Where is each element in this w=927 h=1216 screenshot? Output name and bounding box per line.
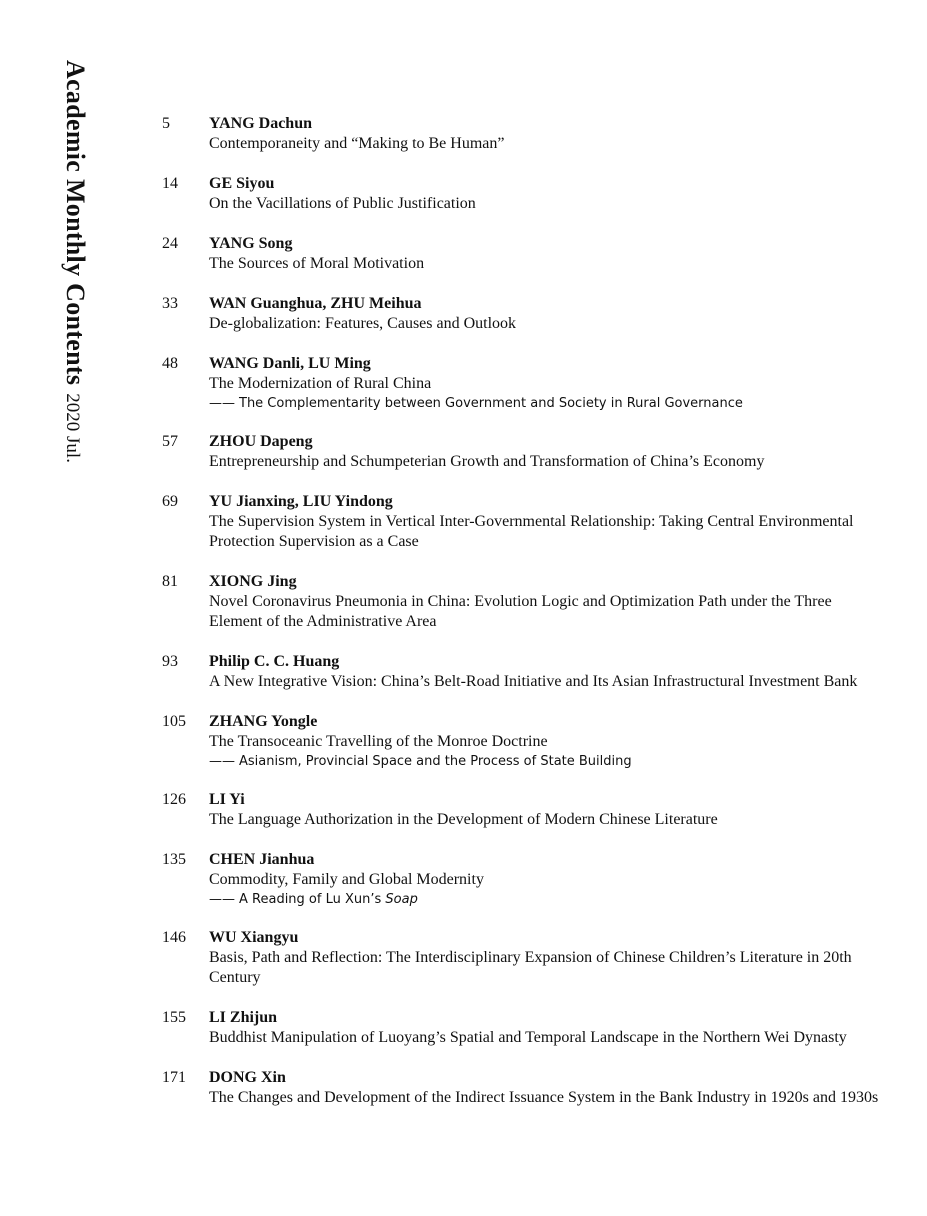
entry-body	[209, 712, 882, 770]
entry-body	[209, 790, 882, 830]
article-title: A New Integrative Vision: China’s Belt-Road Initiative and Its Asian Infrastructural Investment Bank	[209, 673, 858, 690]
page-number: 146	[162, 929, 186, 946]
toc-entry[interactable]	[162, 294, 882, 334]
article-subtitle	[209, 753, 882, 770]
author-name: YANG Dachun	[209, 115, 312, 132]
subtitle-text: The Complementarity between Government and Society in Rural Governance	[239, 396, 743, 411]
article-title: Commodity, Family and Global Modernity	[209, 871, 484, 888]
author-name: YANG Song	[209, 235, 293, 252]
subtitle-dash: ——	[209, 892, 235, 907]
subtitle-text: Asianism, Provincial Space and the Process of State Building	[239, 754, 632, 769]
article-title: Contemporaneity and “Making to Be Human”	[209, 135, 505, 152]
toc-entry[interactable]	[162, 850, 882, 908]
subtitle-italic-title: Soap	[385, 892, 418, 907]
toc-entry[interactable]	[162, 1008, 882, 1048]
toc-entry[interactable]	[162, 572, 882, 632]
issue-date: 2020 Jul.	[62, 393, 83, 463]
article-title: The Changes and Development of the Indirect Issuance System in the Bank Industry in 1920s and 1930s	[209, 1089, 879, 1106]
author-name: XIONG Jing	[209, 573, 297, 590]
entry-body	[209, 1008, 882, 1048]
article-title: Entrepreneurship and Schumpeterian Growth and Transformation of China’s Economy	[209, 453, 765, 470]
author-name: GE Siyou	[209, 175, 275, 192]
toc-entry[interactable]	[162, 234, 882, 274]
table-of-contents	[162, 114, 882, 1128]
entry-body	[209, 928, 882, 988]
entry-body	[209, 432, 882, 472]
toc-entry[interactable]	[162, 790, 882, 830]
entry-body	[209, 114, 882, 154]
entry-body	[209, 1068, 882, 1108]
article-title: The Sources of Moral Motivation	[209, 255, 425, 272]
author-name: WAN Guanghua, ZHU Meihua	[209, 295, 422, 312]
author-name: ZHANG Yongle	[209, 713, 318, 730]
author-name: LI Yi	[209, 791, 245, 808]
author-name: CHEN Jianhua	[209, 851, 315, 868]
page-number: 105	[162, 713, 186, 730]
toc-entry[interactable]	[162, 174, 882, 214]
author-name: YU Jianxing, LIU Yindong	[209, 493, 393, 510]
article-subtitle	[209, 395, 882, 412]
spine-text	[62, 60, 88, 463]
entry-body	[209, 174, 882, 214]
article-subtitle	[209, 891, 882, 908]
page-number: 48	[162, 355, 178, 372]
page-number: 14	[162, 175, 178, 192]
entry-body	[209, 294, 882, 334]
subtitle-dash: ——	[209, 754, 235, 769]
subtitle-dash: ——	[209, 396, 235, 411]
toc-entry[interactable]	[162, 652, 882, 692]
author-name: ZHOU Dapeng	[209, 433, 313, 450]
entry-body	[209, 850, 882, 908]
page-number: 69	[162, 493, 178, 510]
page-number: 57	[162, 433, 178, 450]
toc-entry[interactable]	[162, 354, 882, 412]
author-name: WU Xiangyu	[209, 929, 299, 946]
toc-entry[interactable]	[162, 928, 882, 988]
article-title: Basis, Path and Reflection: The Interdisciplinary Expansion of Chinese Children’s Literature in 20th Century	[209, 949, 852, 986]
author-name: DONG Xin	[209, 1069, 286, 1086]
page-number: 33	[162, 295, 178, 312]
entry-body	[209, 652, 882, 692]
page-number: 93	[162, 653, 178, 670]
article-title: The Language Authorization in the Development of Modern Chinese Literature	[209, 811, 718, 828]
article-title: Buddhist Manipulation of Luoyang’s Spatial and Temporal Landscape in the Northern Wei Dynasty	[209, 1029, 847, 1046]
article-title: The Transoceanic Travelling of the Monroe Doctrine	[209, 733, 548, 750]
entry-body	[209, 354, 882, 412]
author-name: Philip C. C. Huang	[209, 653, 340, 670]
entry-body	[209, 572, 882, 632]
toc-entry[interactable]	[162, 712, 882, 770]
article-title: The Supervision System in Vertical Inter-Governmental Relationship: Taking Central Environmental Protection Supervision as a Case	[209, 513, 854, 550]
author-name: LI Zhijun	[209, 1009, 278, 1026]
page-number: 126	[162, 791, 186, 808]
entry-body	[209, 234, 882, 274]
journal-title: Academic Monthly Contents	[61, 60, 90, 386]
toc-entry[interactable]	[162, 492, 882, 552]
page-number: 24	[162, 235, 178, 252]
entry-body	[209, 492, 882, 552]
article-title: De-globalization: Features, Causes and Outlook	[209, 315, 517, 332]
toc-entry[interactable]	[162, 114, 882, 154]
page-number: 171	[162, 1069, 186, 1086]
article-title: Novel Coronavirus Pneumonia in China: Evolution Logic and Optimization Path under the Three Element of the Administrative Area	[209, 593, 832, 630]
author-name: WANG Danli, LU Ming	[209, 355, 371, 372]
toc-entry[interactable]	[162, 1068, 882, 1108]
page-number: 155	[162, 1009, 186, 1026]
toc-entry[interactable]	[162, 432, 882, 472]
page-number: 5	[162, 115, 170, 132]
article-title: On the Vacillations of Public Justification	[209, 195, 476, 212]
subtitle-text: A Reading of Lu Xun’s	[239, 892, 382, 907]
article-title: The Modernization of Rural China	[209, 375, 432, 392]
page-number: 135	[162, 851, 186, 868]
journal-spine	[38, 60, 108, 480]
page-number: 81	[162, 573, 178, 590]
